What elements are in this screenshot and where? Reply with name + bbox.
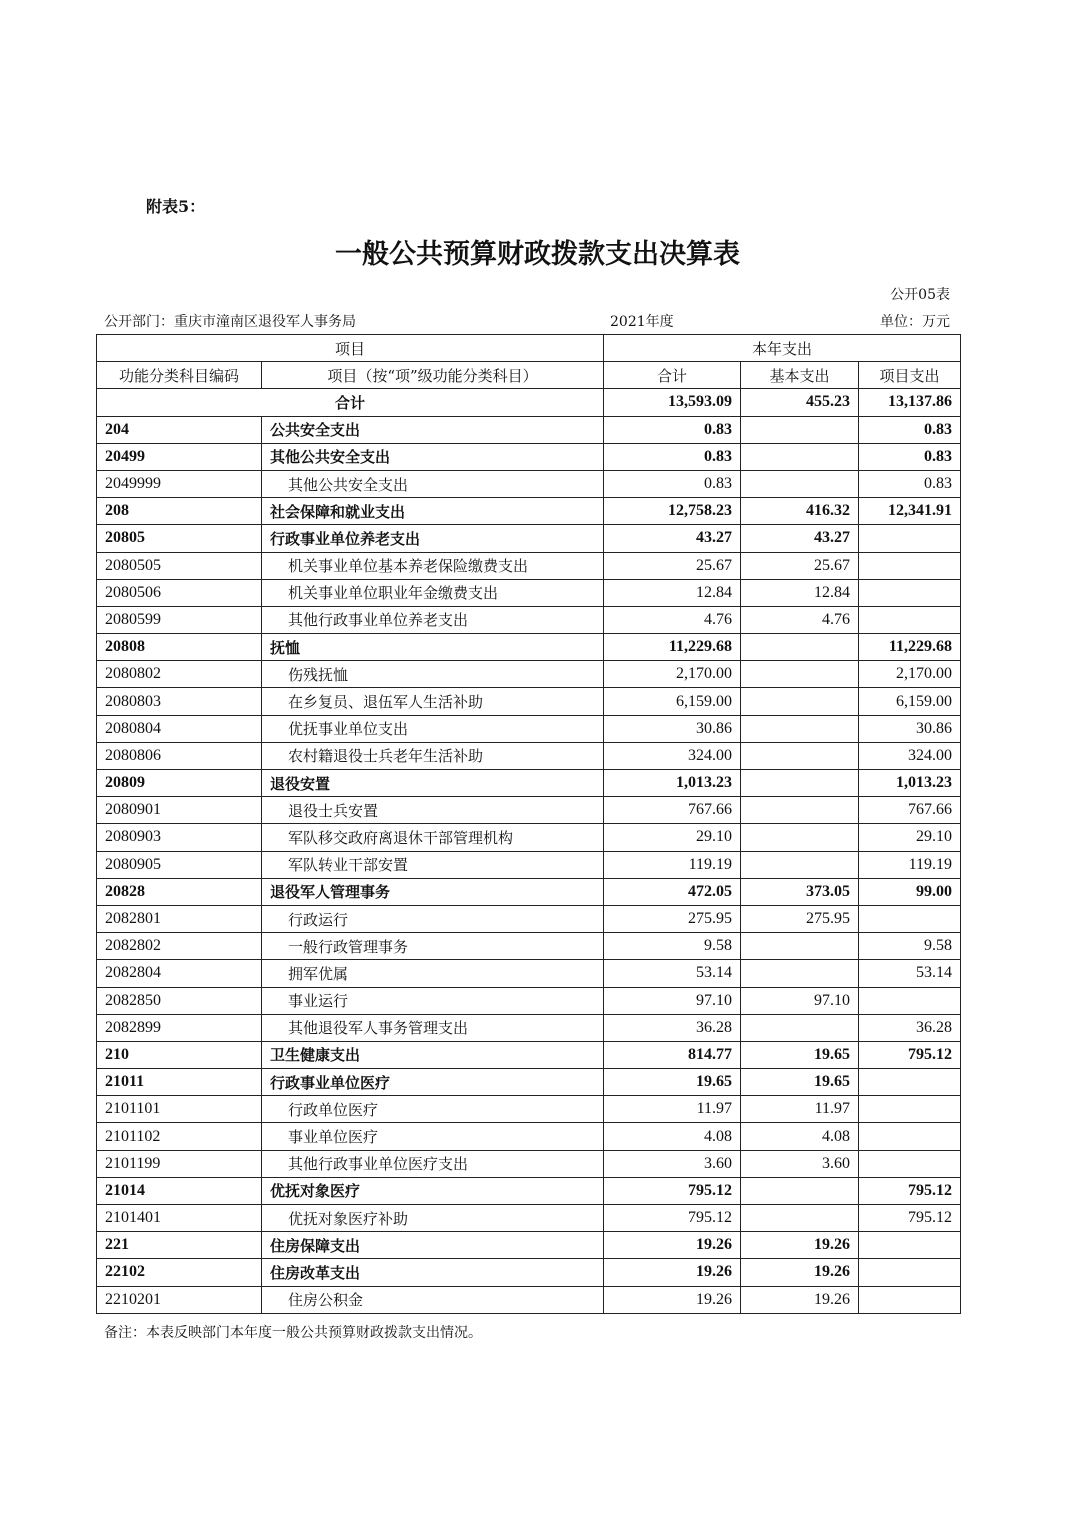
table-row [97,606,961,633]
table-row [97,960,961,987]
row-code: 221 [97,1232,262,1259]
table-row [97,1069,961,1096]
row-total: 53.14 [604,960,741,987]
row-code: 2080599 [97,606,262,633]
row-total: 12.84 [604,579,741,606]
table-row [97,742,961,769]
row-project [859,905,961,932]
row-project: 324.00 [859,742,961,769]
row-project [859,1096,961,1123]
row-name: 住房改革支出 [262,1259,604,1286]
row-total: 30.86 [604,715,741,742]
row-code: 20805 [97,525,262,552]
row-total: 6,159.00 [604,688,741,715]
header-basic: 基本支出 [741,362,859,389]
row-name: 优抚对象医疗 [262,1177,604,1204]
row-project [859,606,961,633]
row-basic [741,634,859,661]
row-project [859,552,961,579]
row-code: 204 [97,416,262,443]
table-row [97,770,961,797]
row-basic [741,715,859,742]
row-basic [741,851,859,878]
row-name: 退役士兵安置 [262,797,604,824]
row-project: 6,159.00 [859,688,961,715]
row-code: 2101102 [97,1123,262,1150]
header-item: 项目 [97,335,604,362]
row-name: 行政事业单位医疗 [262,1069,604,1096]
table-row [97,878,961,905]
row-total: 97.10 [604,987,741,1014]
header-total: 合计 [604,362,741,389]
row-total: 0.83 [604,443,741,470]
row-code: 2210201 [97,1286,262,1313]
table-row [97,1259,961,1286]
row-basic: 19.26 [741,1259,859,1286]
row-total: 1,013.23 [604,770,741,797]
row-project [859,987,961,1014]
row-basic: 12.84 [741,579,859,606]
row-code: 22102 [97,1259,262,1286]
row-name: 公共安全支出 [262,416,604,443]
row-name: 优抚对象医疗补助 [262,1205,604,1232]
row-basic [741,742,859,769]
row-name: 伤残抚恤 [262,661,604,688]
row-project: 99.00 [859,878,961,905]
table-row [97,498,961,525]
row-total: 43.27 [604,525,741,552]
fiscal-year: 2021年度 [610,314,674,330]
row-total: 11.97 [604,1096,741,1123]
row-total: 119.19 [604,851,741,878]
row-total: 19.65 [604,1069,741,1096]
row-name: 在乡复员、退伍军人生活补助 [262,688,604,715]
row-name: 事业运行 [262,987,604,1014]
row-basic [741,688,859,715]
row-code: 2080505 [97,552,262,579]
total-basic: 455.23 [741,389,859,416]
row-code: 2080506 [97,579,262,606]
row-project: 30.86 [859,715,961,742]
row-total: 795.12 [604,1177,741,1204]
table-row [97,1177,961,1204]
table-row [97,824,961,851]
row-basic [741,770,859,797]
row-name: 优抚事业单位支出 [262,715,604,742]
row-project: 1,013.23 [859,770,961,797]
row-name: 行政单位医疗 [262,1096,604,1123]
row-project [859,1150,961,1177]
total-total: 13,593.09 [604,389,741,416]
total-row [97,389,961,416]
row-basic [741,416,859,443]
table-row [97,1205,961,1232]
row-basic [741,933,859,960]
row-code: 2082802 [97,933,262,960]
row-basic: 43.27 [741,525,859,552]
row-total: 275.95 [604,905,741,932]
table-row [97,525,961,552]
row-name: 军队移交政府离退休干部管理机构 [262,824,604,851]
row-basic [741,470,859,497]
row-name: 一般行政管理事务 [262,933,604,960]
row-basic [741,1177,859,1204]
row-name: 社会保障和就业支出 [262,498,604,525]
table-row [97,715,961,742]
row-code: 2101401 [97,1205,262,1232]
row-project: 12,341.91 [859,498,961,525]
row-basic: 25.67 [741,552,859,579]
row-name: 行政运行 [262,905,604,932]
row-code: 2101199 [97,1150,262,1177]
row-name: 其他行政事业单位养老支出 [262,606,604,633]
table-row [97,661,961,688]
row-project [859,579,961,606]
row-basic: 19.26 [741,1232,859,1259]
table-row [97,987,961,1014]
row-project: 0.83 [859,470,961,497]
row-code: 208 [97,498,262,525]
total-project: 13,137.86 [859,389,961,416]
row-total: 814.77 [604,1041,741,1068]
table-row [97,688,961,715]
header-row-2 [97,362,961,389]
row-basic [741,797,859,824]
header-item-name: 项目（按“项”级功能分类科目） [262,362,604,389]
row-code: 2080804 [97,715,262,742]
row-total: 9.58 [604,933,741,960]
row-total: 19.26 [604,1286,741,1313]
row-total: 29.10 [604,824,741,851]
row-name: 其他公共安全支出 [262,470,604,497]
header-project: 项目支出 [859,362,961,389]
row-project: 9.58 [859,933,961,960]
row-project [859,1259,961,1286]
row-code: 2082801 [97,905,262,932]
row-basic [741,661,859,688]
row-project: 11,229.68 [859,634,961,661]
row-code: 2082899 [97,1014,262,1041]
row-code: 20828 [97,878,262,905]
row-name: 住房公积金 [262,1286,604,1313]
table-row [97,1123,961,1150]
row-basic: 97.10 [741,987,859,1014]
row-project: 767.66 [859,797,961,824]
total-label: 合计 [97,389,604,416]
row-total: 767.66 [604,797,741,824]
row-code: 2080903 [97,824,262,851]
row-basic [741,1014,859,1041]
row-name: 事业单位医疗 [262,1123,604,1150]
row-basic: 19.65 [741,1069,859,1096]
row-code: 2101101 [97,1096,262,1123]
table-row [97,905,961,932]
department: 公开部门：重庆市潼南区退役军人事务局 [104,314,356,330]
row-total: 4.08 [604,1123,741,1150]
row-project: 36.28 [859,1014,961,1041]
table-row [97,1232,961,1259]
row-total: 19.26 [604,1259,741,1286]
footnote: 备注：本表反映部门本年度一般公共预算财政拨款支出情况。 [104,1325,482,1341]
row-total: 324.00 [604,742,741,769]
table-row [97,470,961,497]
row-name: 退役军人管理事务 [262,878,604,905]
table-row [97,416,961,443]
row-total: 0.83 [604,416,741,443]
row-code: 20809 [97,770,262,797]
table-row [97,1096,961,1123]
row-name: 机关事业单位基本养老保险缴费支出 [262,552,604,579]
row-basic: 3.60 [741,1150,859,1177]
row-name: 拥军优属 [262,960,604,987]
row-total: 2,170.00 [604,661,741,688]
row-project: 0.83 [859,416,961,443]
row-total: 19.26 [604,1232,741,1259]
row-project: 119.19 [859,851,961,878]
row-name: 住房保障支出 [262,1232,604,1259]
row-code: 2049999 [97,470,262,497]
expenditure-table [96,334,961,1314]
row-project: 795.12 [859,1205,961,1232]
table-row [97,797,961,824]
row-basic: 416.32 [741,498,859,525]
table-row [97,552,961,579]
row-name: 其他行政事业单位医疗支出 [262,1150,604,1177]
attachment-label: 附表5： [146,197,206,216]
row-basic: 19.65 [741,1041,859,1068]
row-name: 其他公共安全支出 [262,443,604,470]
row-code: 2080806 [97,742,262,769]
row-total: 795.12 [604,1205,741,1232]
row-total: 11,229.68 [604,634,741,661]
row-name: 行政事业单位养老支出 [262,525,604,552]
row-name: 其他退役军人事务管理支出 [262,1014,604,1041]
row-name: 抚恤 [262,634,604,661]
row-total: 4.76 [604,606,741,633]
row-basic: 11.97 [741,1096,859,1123]
row-name: 军队转业干部安置 [262,851,604,878]
row-project: 2,170.00 [859,661,961,688]
row-project [859,1123,961,1150]
row-code: 210 [97,1041,262,1068]
table-row [97,443,961,470]
table-row [97,933,961,960]
form-number: 公开05表 [890,287,950,303]
row-code: 2082804 [97,960,262,987]
row-code: 2080905 [97,851,262,878]
row-project: 29.10 [859,824,961,851]
row-name: 机关事业单位职业年金缴费支出 [262,579,604,606]
row-code: 20808 [97,634,262,661]
table-row [97,851,961,878]
row-basic [741,1205,859,1232]
row-basic: 373.05 [741,878,859,905]
row-basic: 275.95 [741,905,859,932]
table-row [97,634,961,661]
row-name: 退役安置 [262,770,604,797]
row-basic [741,824,859,851]
row-code: 2082850 [97,987,262,1014]
row-code: 21011 [97,1069,262,1096]
row-code: 2080802 [97,661,262,688]
row-total: 0.83 [604,470,741,497]
row-total: 25.67 [604,552,741,579]
row-project [859,1286,961,1313]
row-code: 21014 [97,1177,262,1204]
row-code: 2080901 [97,797,262,824]
row-project [859,1069,961,1096]
row-code: 2080803 [97,688,262,715]
row-project: 795.12 [859,1041,961,1068]
row-basic: 4.76 [741,606,859,633]
row-project: 53.14 [859,960,961,987]
row-name: 农村籍退役士兵老年生活补助 [262,742,604,769]
row-basic [741,960,859,987]
table-row [97,1041,961,1068]
unit: 单位：万元 [880,314,950,330]
header-current-year: 本年支出 [604,335,961,362]
page-title: 一般公共预算财政拨款支出决算表 [335,239,740,270]
header-code: 功能分类科目编码 [97,362,262,389]
row-project [859,525,961,552]
row-project [859,1232,961,1259]
table-row [97,1014,961,1041]
row-code: 20499 [97,443,262,470]
header-row-1 [97,335,961,362]
row-total: 472.05 [604,878,741,905]
row-project: 795.12 [859,1177,961,1204]
row-basic: 4.08 [741,1123,859,1150]
row-project: 0.83 [859,443,961,470]
row-total: 36.28 [604,1014,741,1041]
table-row [97,579,961,606]
row-name: 卫生健康支出 [262,1041,604,1068]
row-total: 3.60 [604,1150,741,1177]
row-basic: 19.26 [741,1286,859,1313]
table-row [97,1150,961,1177]
row-total: 12,758.23 [604,498,741,525]
table-row [97,1286,961,1313]
row-basic [741,443,859,470]
